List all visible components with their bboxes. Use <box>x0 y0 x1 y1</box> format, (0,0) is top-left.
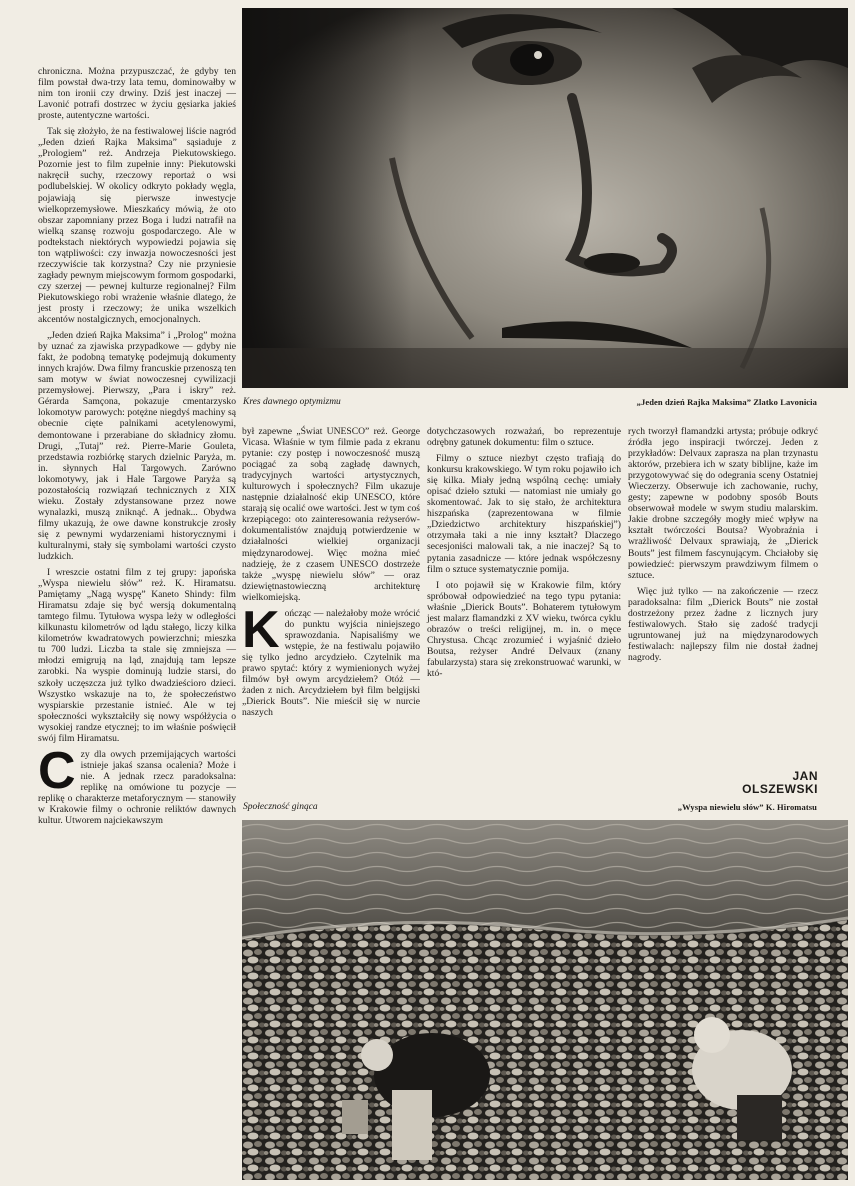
portrait-photo <box>242 8 848 388</box>
paragraph: chroniczna. Można przypuszczać, że gdyby ten film powstał dwa-trzy lata temu, dominowałby w nim ton ironii czy drwiny. Dziś jest inaczej — Lavonić potrafi dostrzec w życiu gęsiarka jakieś proste, autentyczne wartości. <box>38 66 236 122</box>
caption-film-title: „Wyspa niewielu słów” <box>677 802 764 812</box>
pebble-beach-photo-icon <box>242 820 848 1180</box>
caption-director: Zlatko Lavonicia <box>753 397 817 407</box>
paragraph: był zapewne „Świat UNESCO” reż. George Vicasa. Właśnie w tym filmie pada z ekranu pytanie: czy postęp i nowoczesność muszą pociągać za sobą zagładę dawnych, tradycyjnych wartości artystycznych, kulturowych i społecznych? Film ukazuje następnie działalność ekip UNESCO, które starają się ocalić owe wartości. Jest w tym coś krzepiącego: oto zainteresowania reżyserów-dokumentalistów znajdują potwierdzenie w działalności wielkiej organizacji międzynarodowej. Więc można mieć nadzieję, że z czasem UNESCO dostrzeże także „wyspę niewielu słów” — oraz dziewiętnastowieczną architekturę wielkomiejską. <box>242 426 420 603</box>
caption-film-title: „Jeden dzień Rajka Maksima” <box>636 397 752 407</box>
dropcap-text: ończąc — należałoby może wrócić do punktu wyjścia niniejszego sprawozdania. Napisaliśmy we wstępie, że na festiwalu pojawiło się tylko jedno arcydzieło. Czytelnik ma prawo spytać: który z wymienionych wyżej filmów był owym arcydziełem? Otóż — żaden z nich. Arcydziełem był film belgijski „Dierick Bouts”. Nie mieścił się w nurcie naszych <box>242 607 420 719</box>
dropcap-paragraph <box>242 600 420 719</box>
author-signature <box>628 770 818 796</box>
paragraph: dotychczasowych rozważań, bo reprezentuje odrębny gatunek dokumentu: film o sztuce. <box>427 426 621 449</box>
article-column-4 <box>628 426 818 668</box>
paragraph: Filmy o sztuce niezbyt często trafiają do konkursu krakowskiego. W tym roku pojawiło ich się kilka. Miały jedną wspólną cechę: umiały opisać dzieło sztuki — natomiast nie umiały go skomentować. Jak to się stało, że architektura hiszpańska (zaprezentowana w filmie „Dziedzictwo architektury hiszpańskiej”) otrzymała taki a nie inny kształt? Dlaczego secesjoniści malowali tak, a nie inaczej? Są to pytania zasadnicze — które jednak współczesny film o sztuce systematycznie pomija. <box>427 453 621 575</box>
author-first-name: JAN <box>792 769 818 783</box>
article-column-3 <box>427 426 621 684</box>
paragraph: Więc już tylko — na zakończenie — rzecz paradoksalna: film „Dierick Bouts” nie został dostrzeżony przez żadne z licznych jury festiwalowych. Stało się zadość tradycji ugruntowanej już na międzynarodowych festiwalach: najlepszy film nie dostał żadnej nagrody. <box>628 585 818 663</box>
dropcap-letter: K <box>242 600 280 659</box>
dropcap-paragraph <box>38 741 236 827</box>
photo-caption-top-left: Kres dawnego optymizmu <box>243 397 341 407</box>
paragraph: Tak się złożyło, że na festiwalowej liście nagród „Jeden dzień Rajka Maksima” sąsiaduje z „Prologiem” reż. Andrzeja Piekutowskiego. Pozornie jest to film zupełnie inny: Piekutowski nakręcił suchy, rzeczowy reportaż o wsi podlubelskiej. W okolicy odkryto pokłady węgla, pojawiają się pierwsze inwestycje wielkoprzemysłowe. Mieszkańcy mówią, że oto obszar zapomniany przez Boga i ludzi natrafił na wielką szansę rozwoju gospodarczego. Ale w podtekstach niektórych wypowiedzi pojawia się ton wątpliwości: czy inwazja nowoczesności jest rzeczywiście tak korzystna? Czy nie przyniesie zagłady pewnym miejscowym formom gospodarki, czy szerzej — pewnej kulturze regionalnej? Film Piekutowskiego robi wrażenie właśnie dlatego, że jest prosty i rzeczowy; że unika wszelkich akcentów nostalgicznych, emocjonalnych. <box>38 126 236 326</box>
dropcap-letter: C <box>38 741 76 800</box>
pebble-beach-photo <box>242 820 848 1180</box>
article-column-1 <box>38 66 236 826</box>
portrait-photo-icon <box>242 8 848 388</box>
photo-caption-top-right <box>637 396 817 408</box>
paragraph: „Jeden dzień Rajka Maksima” i „Prolog” można by uznać za zjawiska przypadkowe — gdyby nie fakt, że podobną tematykę podejmują dokumenty innych krajów. Dwa filmy francuskie przenoszą ten sam motyw w świat nowoczesnej cywilizacji przemysłowej. Pierwszy, „Para i iskry” reż. Gérarda Samçona, pokazuje cmentarzysko lokomotyw parowych: potężne niegdyś machiny są obecnie cięte palnikami acetylenowymi, demontowane i przerabiane do składnicy złomu. Drugi, „Tutaj” reż. Pierre-Marie Gouleta, przedstawia rozbiórkę starych dzielnic Paryża, m. in. słynnych Hal Targowych. Zarówno lokomotywy, jak i Hale Targowe Paryża są pozostałością rozwiązań technicznych z XIX wieku. Zostały zdystansowane przez nowe wynalazki, muszą zniknąć. A jednak... Obydwa filmy ukazują, że owe dawne konstrukcje zrosły się z pewnymi wydarzeniami historycznymi i kulturalnymi, stały się symbolami wartości czysto ludzkich. <box>38 330 236 563</box>
author-last-name: OLSZEWSKI <box>742 782 818 796</box>
paragraph: I oto pojawił się w Krakowie film, który spróbował odpowiedzieć na tego typu pytania: właśnie „Dierick Bouts”. Bohaterem tytułowym jest malarz flamandzki z XV wieku, twórca cyklu obrazów o treści religijnej, m. in. o męce Chrystusa. Chcąc zrozumieć i wyjaśnić dzieło Boutsa, reżyser André Delvaux (znany fabularzysta) stara się zrekonstruować warunki, w któ- <box>427 579 621 679</box>
article-column-2 <box>242 426 420 718</box>
paragraph: I wreszcie ostatni film z tej grupy: japońska „Wyspa niewielu słów” reż. K. Hiramatsu. Pamiętamy „Nagą wyspę” Kaneto Shindy: film Hiramatsu zdaje się być wersją dokumentalną tamtego filmu. Tytułowa wyspa leży w odległości kilkunastu kilometrów od lądu stałego, liczy kilka kilometrów kwadratowych powierzchni; mieszka tu 700 ludzi. Liczba ta stale się zmniejsza — młodzi emigrują na ląd, znajdują tam lepsze zarobki. Na wyspie dominują ludzie starsi, do szkoły uczęszcza już tylko dwadzieścioro dzieci. Wszystko wskazuje na to, że społeczeństwo wyspiarskie przestanie istnieć. Ale w tej społeczności wykształciły się nowy współżycia o wysokiej randze etycznej; to im właśnie poświęcił swój film Hiramatsu. <box>38 567 236 744</box>
photo-caption-bottom-right <box>678 801 817 813</box>
photo-caption-bottom-left: Społeczność ginąca <box>243 802 318 812</box>
dropcap-text: zy dla owych przemijających wartości istnieje jakaś szansa ocalenia? Może i nie. A jednak rzecz paradoksalna: replikę na omówione tu pozycje — replikę o charakterze metaforycznym — stanowiły w Krakowie filmy o ochronie reliktów dawnych kultur. Utworem najciekawszym <box>38 748 236 827</box>
paragraph: rych tworzył flamandzki artysta; próbuje odkryć źródła jego inspiracji twórczej. Jeden z przykładów: Delvaux zaprasza na plan trzynastu aktorów, przebiera ich w szaty biblijne, każe im przygotowywać się do odegrania sceny Ostatniej Wieczerzy. Obserwuje ich zachowanie, ruchy, gesty; zapewne w podobny sposób Bouts obserwował modele w swym studiu malarskim. Jakie drobne szczegóły mogły mieć wpływ na kształt twórczości Boutsa? Wyobraźnia i wrażliwość Delvaux sprawiają, że „Dierick Bouts” jest filmem fascynującym. Chciałoby się powiedzieć: pierwszym prawdziwym filmem o sztuce. <box>628 426 818 581</box>
caption-director: K. Hiromatsu <box>765 802 817 812</box>
